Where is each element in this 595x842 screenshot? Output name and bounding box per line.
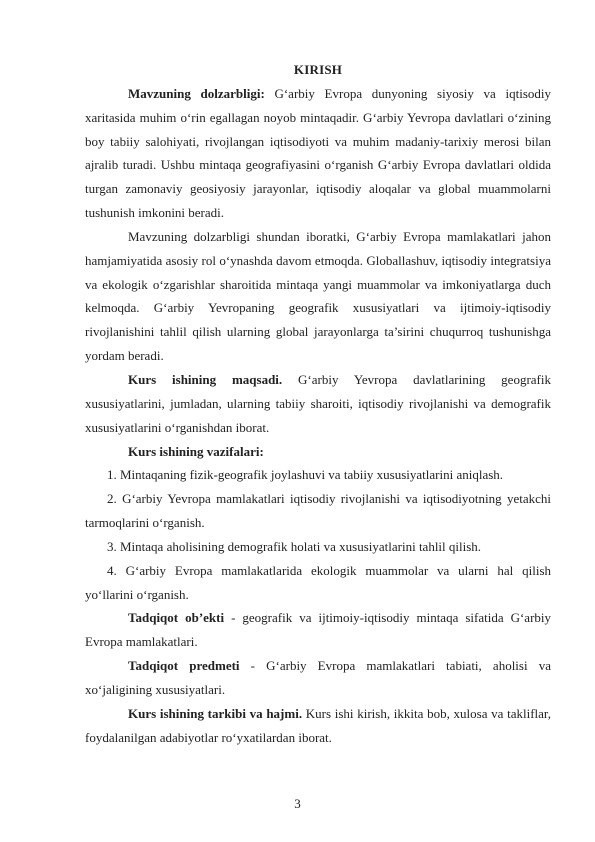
task-item-1: 1. Mintaqaning fizik-geografik joylashuvi va tabiiy xususiyatlarini aniqlash. (107, 467, 504, 483)
paragraph-goal (85, 368, 551, 440)
goal-label: Kurs ishining maqsadi. (128, 371, 283, 387)
structure-label: Kurs ishining tarkibi va hajmi. (128, 705, 303, 721)
subject-text: - G‘arbiy Evropa mamlakatlari tabiati, aholisi va xo‘jaligining xususiyatlari. (85, 658, 551, 697)
tasks-heading: Kurs ishining vazifalari: (128, 443, 264, 459)
relevance-label: Mavzuning dolzarbligi: (128, 85, 265, 101)
task-item-3: 3. Mintaqa aholisining demografik holati va xususiyatlarini tahlil qilish. (107, 538, 482, 554)
document-page (85, 58, 551, 749)
section-title: KIRISH (293, 62, 343, 77)
page-number: 3 (294, 796, 301, 811)
paragraph-relevance (85, 82, 551, 225)
paragraph-relevance-detail: Mavzuning dolzarbligi shundan iboratki, G‘arbiy Evropa mamlakatlari jahon hamjamiyatida asosiy rol o‘ynashda davom etmoqda. Globallashuv, iqtisodiy integratsiya va ekologik o‘zgarishlar sharoitida mintaqa yangi muammolar va imkoniyatlarga duch kelmoqda. G‘arbiy Yevropaning geografik xususiyatlari va ijtimoiy-iqtisodiy rivojlanishini tahlil qilish ularning global jarayonlarga ta’sirini chuqurroq tushunishga yordam beradi. (85, 228, 551, 364)
structure-text: Kurs ishi kirish, ikkita bob, xulosa va takliflar, foydalanilgan adabiyotlar ro‘yxatilardan iborat. (85, 705, 551, 745)
paragraph-structure (85, 702, 551, 750)
goal-text: G‘arbiy Yevropa davlatlarining geografik xususiyatlarini, jumladan, ularning tabiiy sharoiti, iqtisodiy rivojlanishi va demografik xususiyatlarini o‘rganishdan iborat. (85, 371, 551, 435)
task-item-2: 2. G‘arbiy Yevropa mamlakatlari iqtisodiy rivojlanishi va iqtisodiyotning yetakchi tarmoqlarini o‘rganish. (85, 491, 551, 531)
paragraph-subject (85, 654, 551, 702)
relevance-text: G‘arbiy Evropa dunyoning siyosiy va iqtisodiy xaritasida muhim o‘rin egallagan noyob mintaqadir. G‘arbiy Yevropa davlatlari o‘zining boy tabiiy salohiyati, rivojlangan iqtisodiyoti va muhim madaniy-tarixiy merosi bilan ajralib turadi. Ushbu mintaqa geografiyasini o‘rganish G‘arbiy Evropa davlatlari oldida turgan zamonaviy geosiyosiy jarayonlar, iqtisodiy aloqalar va global muammolarni tushunish imkonini beradi. (85, 85, 551, 221)
paragraph-object (85, 606, 551, 654)
object-text: - geografik va ijtimoiy-iqtisodiy mintaqa sifatida G‘arbiy Evropa mamlakatlari. (85, 610, 552, 650)
task-item-4: 4. G‘arbiy Evropa mamlakatlarida ekologik muammolar va ularni hal qilish yo‘llarini o‘rganish. (85, 562, 551, 602)
subject-label: Tadqiqot predmeti (128, 658, 240, 674)
object-label: Tadqiqot ob’ekti (128, 610, 225, 626)
